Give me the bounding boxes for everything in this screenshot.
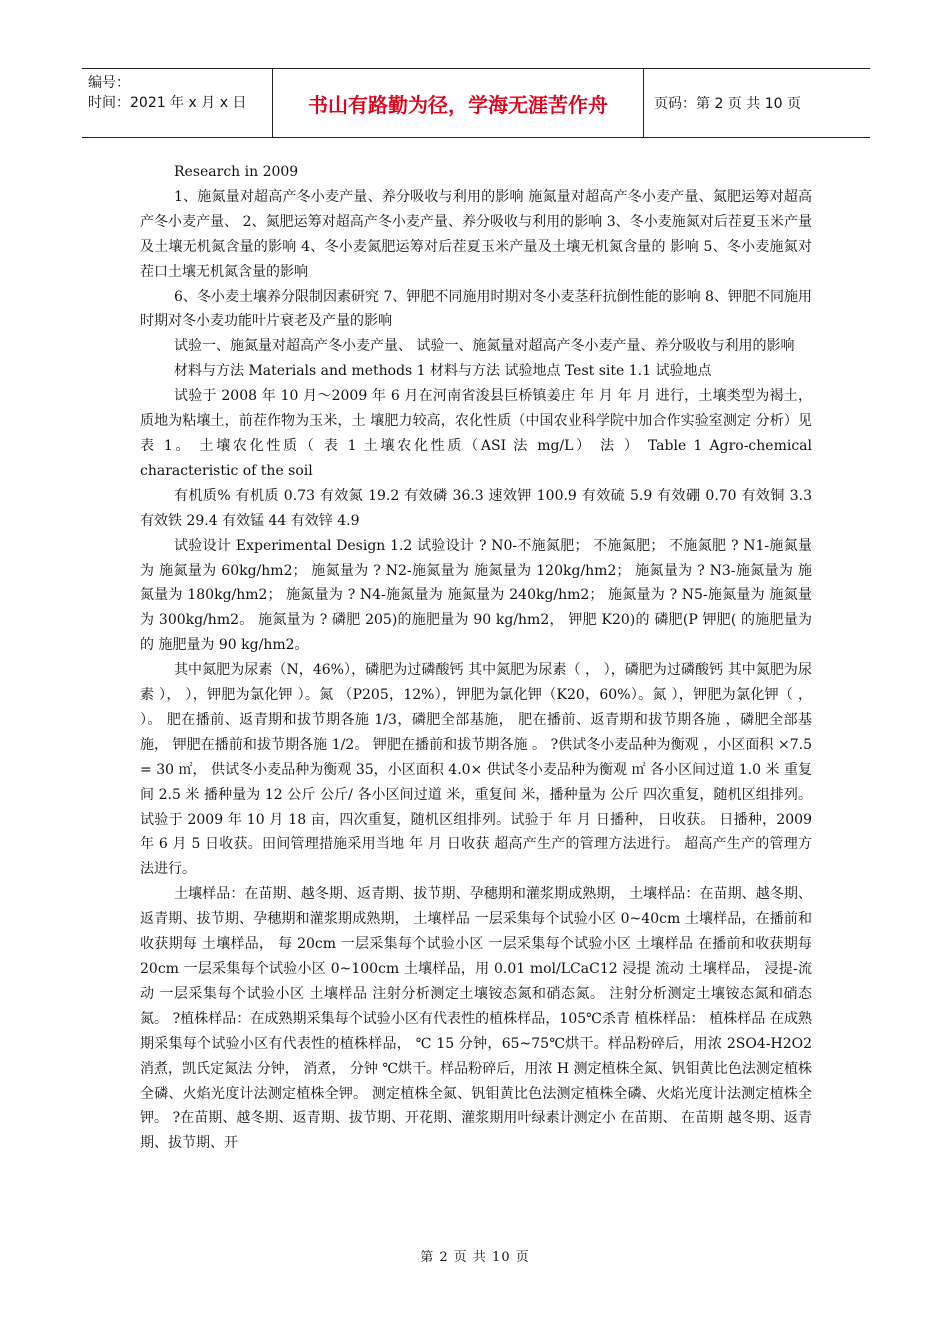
document-body	[140, 160, 812, 1156]
paragraph: 试验一、施氮量对超高产冬小麦产量、 试验一、施氮量对超高产冬小麦产量、养分吸收与利用的影响	[174, 338, 795, 355]
paragraph: 试验设计 Experimental Design 1.2 试验设计 ? N0-不施氮肥； 不施氮肥； 不施氮肥 ? N1-施氮量为 施氮量为 60kg/hm2； 施氮量为 ? N2-施氮量为 施氮量为 120kg/hm2； 施氮量为 ? N3-施氮量为 施氮量为 180kg/hm2； 施氮量为 ? N4-施氮量为 施氮量为 240kg/hm2； 施氮量为 ? N5-施氮量为 施氮量为 300kg/hm2。 施氮量为 ? 磷肥 205)的施肥量为 90 kg/hm2， 钾肥 K20)的 磷肥(P 钾肥( 的施肥量为 的 施肥量为 90 kg/hm2。	[140, 537, 812, 654]
header-page-info: 页码：第 2 页 共 10 页	[654, 96, 801, 112]
paragraph: Research in 2009	[174, 164, 299, 180]
paragraph: 1、施氮量对超高产冬小麦产量、养分吸收与利用的影响 施氮量对超高产冬小麦产量、氮肥运筹对超高产冬小麦产量、 2、氮肥运筹对超高产冬小麦产量、养分吸收与利用的影响 3、冬小麦施氮对后茬夏玉米产量及土壤无机氮含量的影响 4、冬小麦氮肥运筹对后茬夏玉米产量及土壤无机氮含量的 影响 5、冬小麦施氮对茬口土壤无机氮含量的影响	[140, 188, 812, 280]
paragraph: 土壤样品：在苗期、越冬期、返青期、拔节期、孕穗期和灌浆期成熟期， 土壤样品：在苗期、越冬期、返青期、拔节期、孕穗期和灌浆期成熟期， 土壤样品 一层采集每个试验小区 0~40cm 土壤样品，在播前和收获期每 土壤样品， 每 20cm 一层采集每个试验小区 一层采集每个试验小区 土壤样品 在播前和收获期每 20cm 一层采集每个试验小区 0~100cm 土壤样品，用 0.01 mol/LCaC12 浸提 流动 土壤样品， 浸提-流动 一层采集每个试验小区 土壤样品 注射分析测定土壤铵态氮和硝态氮。 注射分析测定土壤铵态氮和硝态氮。 ?植株样品：在成熟期采集每个试验小区有代表性的植株样品，105℃杀青 植株样品： 植株样品 在成熟期采集每个试验小区有代表性的植株样品， ℃ 15 分钟，65~75℃烘干。样品粉碎后，用浓 2SO4-H2O2 消煮，凯氏定氮法 分钟， 消煮， 分钟 ℃烘干。样品粉碎后，用浓 H 测定植株全氮、钒钼黄比色法测定植株全磷、火焰光度计法测定植株全钾。 测定植株全氮、钒钼黄比色法测定植株全磷、火焰光度计法测定植株全钾。 ?在苗期、越冬期、返青期、拔节期、开花期、灌浆期用叶绿素计测定小 在苗期、 在苗期 越冬期、返青期、拔节期、开	[140, 886, 812, 1152]
date-label: 时间：2021 年 x 月 x 日	[88, 95, 247, 111]
header-motto: 书山有路勤为径，学海无涯苦作舟	[273, 69, 644, 137]
header-meta	[82, 69, 273, 137]
paragraph: 试验于 2008 年 10 月～2009 年 6 月在河南省浚县巨桥镇姜庄 年 月 年 月 进行，土壤类型为褐土，质地为粘壤土，前茬作物为玉米，土 壤肥力较高，农化性质（中国农业科学院中加合作实验室测定 分析）见表 1。 土壤农化性质（ 表 1 土壤农化性质（ASI 法 mg/L） 法 ） Table 1 Agro-chemical characteristic of the soil	[140, 388, 812, 479]
paragraph: 其中氮肥为尿素（N，46%），磷肥为过磷酸钙 其中氮肥为尿素（ ， ），磷肥为过磷酸钙 其中氮肥为尿素 ）， ），钾肥为氯化钾 ）。氮 （P205，12%），钾肥为氯化钾（K20，60%）。氮 ），钾肥为氯化钾（ ， ）。 肥在播前、返青期和拔节期各施 1/3，磷肥全部基施， 肥在播前、返青期和拔节期各施 ，磷肥全部基施， 钾肥在播前和拔节期各施 1/2。 钾肥在播前和拔节期各施 。 ?供试冬小麦品种为衡观 ，小区面积 ×7.5 = 30 ㎡， 供试冬小麦品种为衡观 35，小区面积 4.0× 供试冬小麦品种为衡观 ㎡ 各小区间过道 1.0 米 重复间 2.5 米 播种量为 12 公斤 公斤/ 各小区间过道 米，重复间 米，播种量为 公斤 四次重复，随机区组排列。试验于 2009 年 10 月 18 亩，四次重复，随机区组排列。试验于 年 月 日播种， 日收获。 日播种，2009 年 6 月 5 日收获。田间管理措施采用当地 年 月 日收获 超高产生产的管理方法进行。 超高产生产的管理方法进行。	[140, 662, 812, 878]
number-label: 编号：	[88, 75, 130, 91]
page-footer: 第 2 页 共 10 页	[420, 1250, 530, 1265]
paragraph: 材料与方法 Materials and methods 1 材料与方法 试验地点 Test site 1.1 试验地点	[174, 363, 712, 380]
paragraph: 6、冬小麦土壤养分限制因素研究 7、钾肥不同施用时期对冬小麦茎秆抗倒性能的影响 8、钾肥不同施用时期对冬小麦功能叶片衰老及产量的影响	[140, 288, 812, 330]
page-header	[82, 68, 870, 138]
paragraph: 有机质% 有机质 0.73 有效氮 19.2 有效磷 36.3 速效钾 100.9 有效硫 5.9 有效硼 0.70 有效铜 3.3 有效铁 29.4 有效锰 44 有效锌 4.9	[140, 487, 812, 529]
